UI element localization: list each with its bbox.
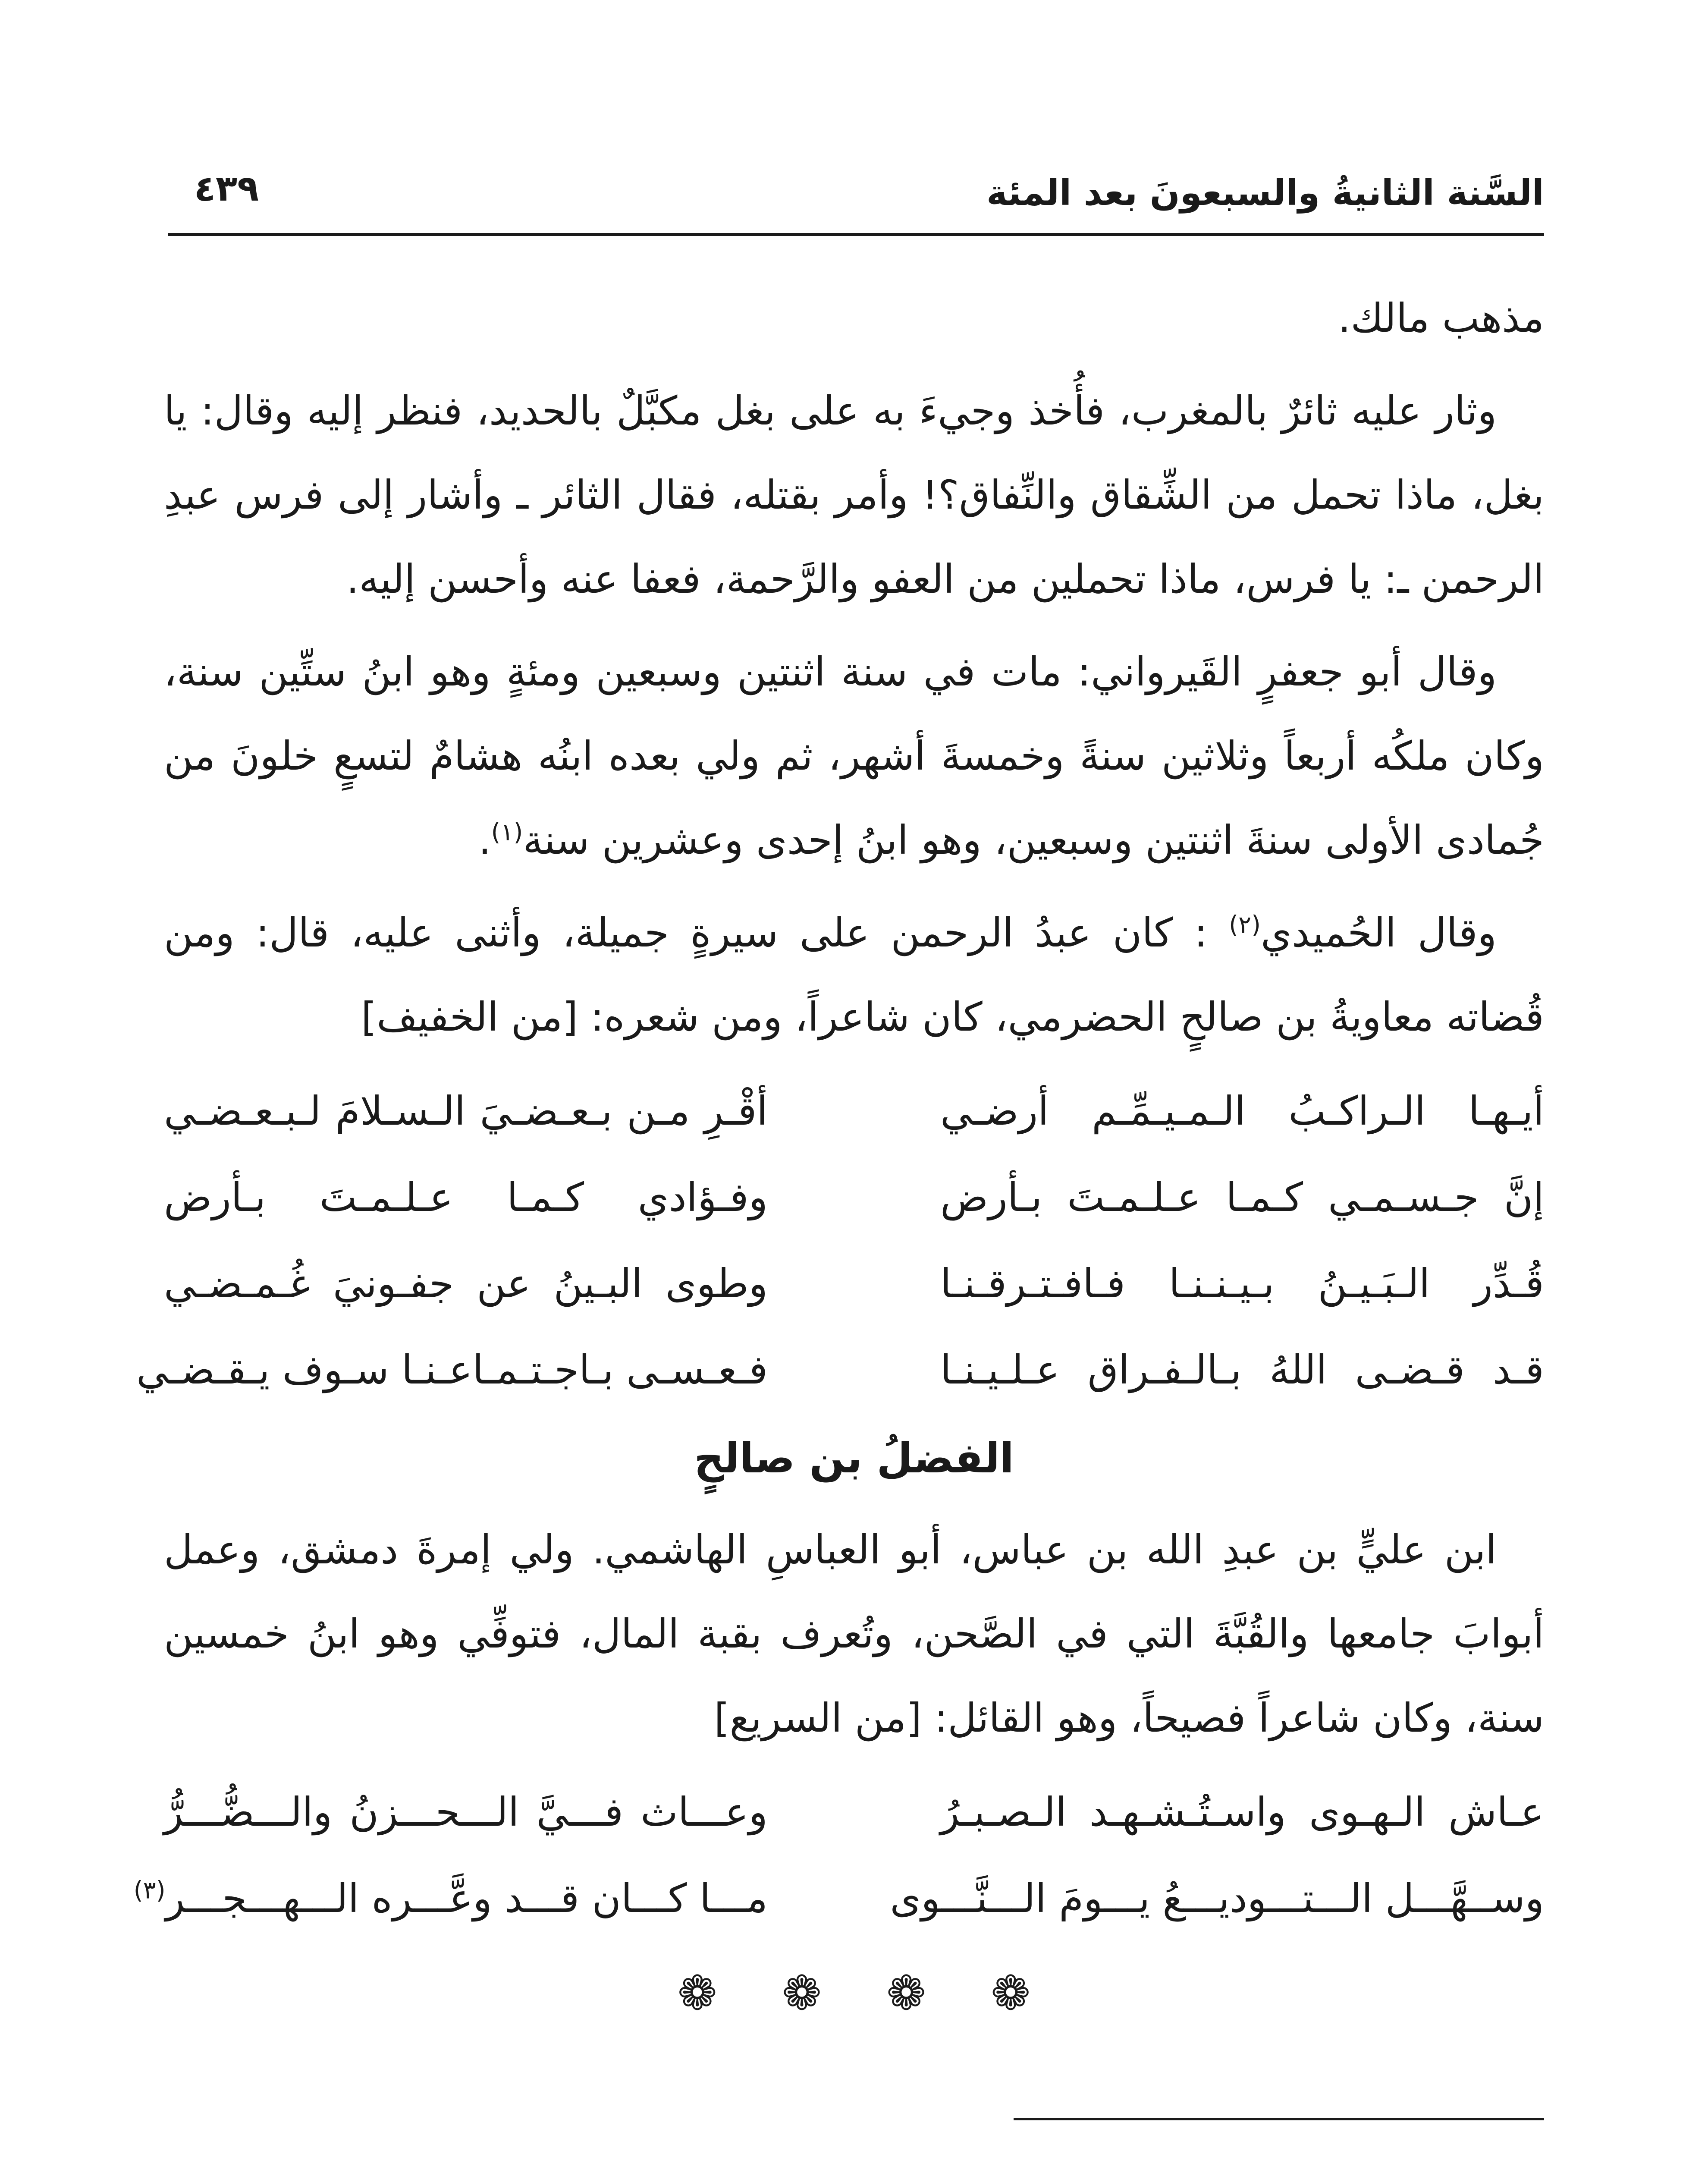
header-divider [168,233,1544,236]
section-heading: الفضلُ بن صالحٍ [694,1434,1014,1482]
footnote-divider [1014,2118,1544,2120]
verse-text: مـــا كـــان قـــد وعَّـــره الـــهـــجـــر [165,1875,768,1921]
poem-verses [136,1068,1544,1413]
paragraph [164,276,1544,360]
verse-first-half: إنَّ جـسـمـي كـمـا عـلـمـتَ بـأرض [940,1174,1544,1220]
footnote-ref[interactable]: (١) [491,818,523,846]
verse-line [164,1240,1544,1327]
verse-line [164,1068,1544,1154]
verse-second-half: وطوى البـينُ عن جفـونيَ غُـمـضـي [164,1260,768,1307]
flower-ornament-icon: ❁ [677,1965,717,2021]
verse-first-half: عـاش الـهـوى واسـتُـشـهـد الـصـبـرُ [940,1789,1544,1835]
verse-line [164,1154,1544,1240]
footnotes [164,2148,1544,2157]
verse-line [136,1327,1544,1413]
verse-first-half: قـد قـضـى اللهُ بـالـفـراق عـلـيـنـا [940,1346,1544,1393]
paragraph [164,1508,1544,1760]
page-header [168,164,1544,229]
paragraph: وقال أبو جعفرٍ القَيرواني: مات في سنة اثنتين وسبعين ومئةٍ وهو ابنُ ستِّين سنة، وكان ملكُه أربعاً وثلاثين سنةً وخمسةَ أشهر، ثم ولي بعده ابنُه هشامٌ لتسعٍ خلونَ من جُمادى الأولى سنةَ اثنتين وسبعين، وهو ابنُ إحدى وعشرين سنة$^{(١)}$. [164,649,1544,863]
verse-line [164,1769,1544,1855]
section-end-ornaments [164,1959,1544,2028]
paragraph-text: وثار عليه ثائرٌ بالمغرب، فأُخذ وجيءَ به على بغل مكبَّلٌ بالحديد، فنظر إليه وقال: يا بغل، ماذا تحمل من الشِّقاق والنِّفاق؟! وأمر بقتله، فقال الثائر ـ وأشار إلى فرس عبدِ الرحمن ـ: يا فرس، ماذا تحملين من العفو والرَّحمة، فعفا عنه وأحسن إليه. [164,388,1544,602]
verse-first-half: أيـهـا الـراكـبُ الـمـيـمِّـم أرضـي [940,1088,1544,1134]
verse-second-half: أقْـرِ مـن بـعـضـيَ الـسـلامَ لـبـعـضـي [164,1088,768,1134]
footnote-ref[interactable]: (٣) [133,1876,166,1904]
page-number: ٤٣٩ [194,168,259,209]
paragraph-text: : كان عبدُ الرحمن على سيرةٍ جميلة، وأثنى عليه، قال: ومن قُضاته معاويةُ بن صالحٍ الحضرمي، كان شاعراً، ومن شعره: [من الخفيف] [164,910,1544,1040]
paragraph-text: وقال أبو جعفرٍ القَيرواني: مات في سنة اثنتين وسبعين ومئةٍ وهو ابنُ ستِّين سنة، وكان ملكُه أربعاً وثلاثين سنةً وخمسةَ أشهر، ثم ولي بعده ابنُه هشامٌ لتسعٍ خلونَ من جُمادى الأولى سنةَ اثنتين وسبعين، وهو ابنُ إحدى وعشرين سنة [164,649,1544,863]
verse-first-half: قُـدِّر الـبَـيـنُ بـيـنـنـا فـافـتـرقـنـا [940,1260,1544,1307]
verse-second-half [133,1875,768,1921]
footnote [164,2148,1544,2157]
main-text [133,276,1544,2028]
flower-ornament-icon: ❁ [782,1965,822,2021]
running-title: السَّنة الثانيةُ والسبعونَ بعد المئة [986,173,1544,214]
verse-first-half: وســهَّـــل الـــتـــوديـــعُ يـــومَ الـــنَّـــوى [890,1875,1544,1921]
paragraph [164,369,1544,621]
verse-line [133,1855,1544,1941]
paragraph [164,891,1544,1059]
verse-second-half: وفـؤادي كـمـا عـلـمـتَ بـأرض [164,1174,768,1220]
paragraph-text: ابن عليٍّ بن عبدِ الله بن عباس، أبو العباسِ الهاشمي. ولي إمرةَ دمشق، وعمل أبوابَ جامعها والقُبَّةَ التي في الصَّحن، وتُعرف بقبة المال، فتوفِّي وهو ابنُ خمسين سنة، وكان شاعراً فصيحاً، وهو القائل: [من السريع] [164,1527,1544,1741]
paragraph-text: مذهب مالك. [1338,295,1544,341]
footnote-ref[interactable]: (٢) [1229,911,1261,939]
verse-second-half: فـعـسـى بـاجـتـمـاعـنـا سـوف يـقـضـي [136,1346,768,1393]
flower-ornament-icon: ❁ [991,1965,1031,2021]
paragraph-text: وقال الحُميدي [1260,910,1497,956]
flower-ornament-icon: ❁ [886,1965,926,2021]
poem-verses [133,1769,1544,1941]
verse-second-half: وعـــاث فـــيَّ الـــحـــزنُ والـــضُّـــرُّ [164,1789,768,1835]
